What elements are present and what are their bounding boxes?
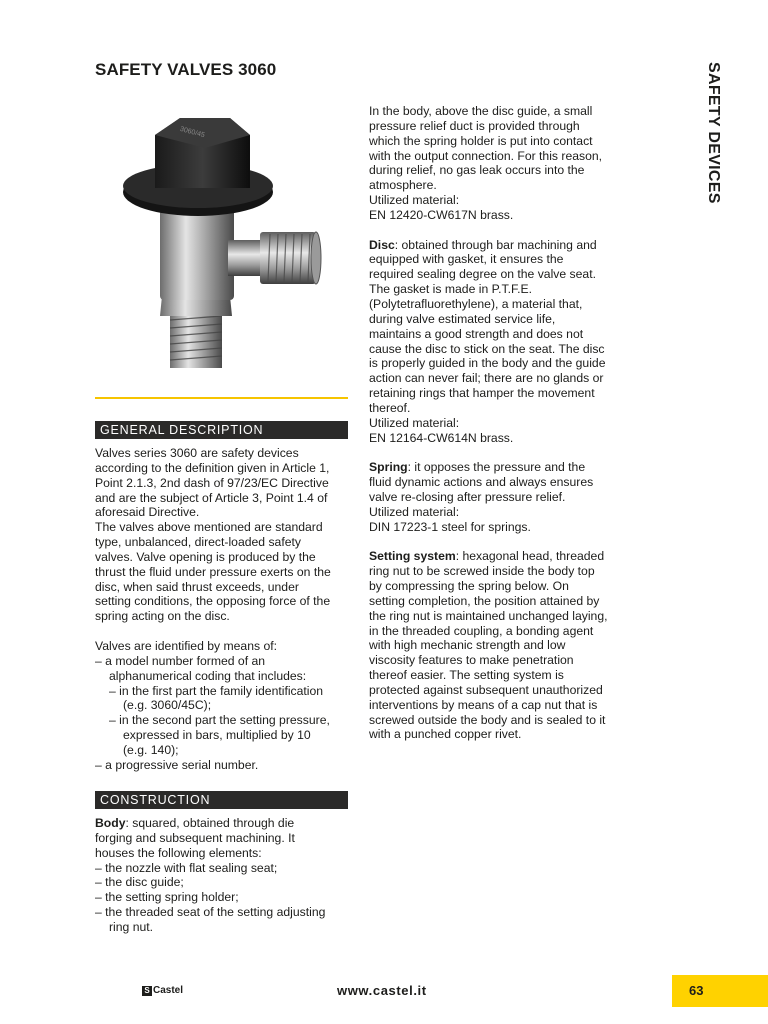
- text-line: fluid dynamic actions and always ensures: [369, 475, 594, 490]
- text-line: Utilized material:: [369, 415, 460, 430]
- construction-text: [95, 816, 325, 935]
- text-line: maintains a good strength and does not: [369, 326, 584, 341]
- list-item-continuation: alphanumerical coding that includes:: [109, 668, 307, 683]
- right-column-text: [369, 104, 608, 742]
- page-number-box: [672, 975, 768, 1007]
- text-line: Utilized material:: [369, 193, 460, 208]
- disc-label: Disc: [369, 237, 395, 252]
- text-line: with high mechanic strength and low: [369, 638, 566, 653]
- page-number: 63: [689, 983, 704, 998]
- list-item: – a model number formed of an: [95, 653, 266, 668]
- text-line: is properly guided in the body and the guide: [369, 356, 606, 371]
- logo-text: Castel: [153, 985, 184, 996]
- text-line: The valves above mentioned are standard: [95, 520, 323, 535]
- text-line: cause the disc to stick on the seat. The disc: [369, 341, 605, 356]
- text-line: EN 12164-CW614N brass.: [369, 430, 514, 445]
- text-line: : hexagonal head, threaded: [455, 549, 605, 564]
- text-line: forging and subsequent machining. It: [95, 830, 295, 845]
- list-item: – the threaded seat of the setting adjusting: [95, 905, 326, 920]
- text-line: type, unbalanced, direct-loaded safety: [95, 535, 301, 550]
- text-line: setting completion, the position attained by: [369, 593, 600, 608]
- sub-list-item-continuation: (e.g. 140);: [123, 742, 179, 757]
- text-line: In the body, above the disc guide, a small: [369, 104, 593, 118]
- text-line: which the spring holder is put into contact: [369, 133, 593, 148]
- text-line: action can never fail; there are no glands or: [369, 371, 604, 386]
- general-description-heading: GENERAL DESCRIPTION: [95, 421, 348, 439]
- text-line: disc, when said thrust exceeds, under: [95, 579, 299, 594]
- text-line: EN 12420-CW617N brass.: [369, 207, 514, 222]
- safety-valve-photo: [110, 100, 340, 385]
- list-item: – the setting spring holder;: [95, 890, 239, 905]
- section-side-tab: [700, 62, 724, 222]
- side-tab-label: SAFETY DEVICES: [705, 62, 722, 204]
- text-line: equipped with gasket, it ensures the: [369, 252, 564, 267]
- sub-list-item: – in the second part the setting pressure,: [109, 713, 330, 728]
- setting-system-label: Setting system: [369, 549, 456, 564]
- text-line: with a punched copper rivet.: [369, 727, 522, 742]
- text-line: in the threaded coupling, a bonding agent: [369, 623, 594, 638]
- spring-label: Spring: [369, 460, 408, 475]
- text-line: Valves are identified by means of:: [95, 638, 278, 653]
- text-line: The gasket is made in P.T.F.E.: [369, 282, 533, 297]
- list-item: – the nozzle with flat sealing seat;: [95, 860, 278, 875]
- text-line: retaining rings that hamper the movement: [369, 386, 595, 401]
- text-line: with the output connection. For this reason,: [369, 148, 603, 163]
- sub-list-item-continuation: expressed in bars, multiplied by 10: [123, 728, 311, 743]
- sub-list-item: – in the first part the family identification: [109, 683, 324, 698]
- text-line: spring acting on the disc.: [95, 609, 230, 624]
- text-line: thereof easier. The setting system is: [369, 668, 564, 683]
- text-line: Point 2.1.3, 2nd dash of 97/23/EC Directive: [95, 475, 329, 490]
- text-line: Utilized material:: [369, 504, 460, 519]
- text-line: viscosity features to make penetration: [369, 653, 574, 668]
- text-line: DIN 17223-1 steel for springs.: [369, 519, 531, 534]
- text-line: houses the following elements:: [95, 845, 262, 860]
- text-line: according to the definition given in Article 1,: [95, 460, 330, 475]
- logo-mark-icon: S: [142, 986, 152, 996]
- text-line: valve re-closing after pressure relief.: [369, 489, 566, 504]
- text-line: interventions by means of a cap nut that is: [369, 697, 598, 712]
- text-line: and are the subject of Article 3, Point 1.4 of: [95, 490, 328, 505]
- text-line: required sealing degree on the valve seat.: [369, 267, 596, 282]
- text-line: protected against subsequent unauthorized: [369, 682, 603, 697]
- text-line: thereof.: [369, 400, 411, 415]
- text-line: valves. Valve opening is produced by the: [95, 549, 316, 564]
- text-line: screwed outside the body and is sealed to it: [369, 712, 606, 727]
- general-description-text: [95, 446, 331, 773]
- list-item: – the disc guide;: [95, 875, 184, 890]
- text-line: (Polytetrafluorethylene), a material that,: [369, 296, 583, 311]
- text-line: : obtained through bar machining and: [394, 237, 597, 252]
- text-line: aforesaid Directive.: [95, 505, 200, 520]
- text-line: : it opposes the pressure and the: [407, 460, 586, 475]
- body-label: Body: [95, 816, 126, 830]
- text-line: by compressing the spring below. On: [369, 579, 569, 593]
- text-line: during relief, no gas leak occurs into the: [369, 163, 585, 178]
- list-item: – a progressive serial number.: [95, 757, 259, 772]
- text-line: : squared, obtained through die: [125, 816, 295, 830]
- text-line: Valves series 3060 are safety devices: [95, 446, 299, 460]
- text-line: thrust the fluid under pressure exerts on the: [95, 564, 331, 579]
- castel-logo[interactable]: [142, 985, 183, 996]
- svg-text:3060/45: 3060/45: [179, 125, 206, 140]
- text-line: atmosphere.: [369, 178, 437, 193]
- list-item-continuation: ring nut.: [109, 919, 154, 934]
- text-line: ring nut to be screwed inside the body top: [369, 564, 595, 579]
- text-line: the ring nut is maintained unchanged laying,: [369, 608, 608, 623]
- text-line: pressure relief duct is provided through: [369, 118, 580, 133]
- text-line: setting conditions, the opposing force of the: [95, 594, 331, 609]
- page-title: SAFETY VALVES 3060: [95, 60, 277, 79]
- text-line: during valve estimated service life,: [369, 311, 556, 326]
- construction-heading: CONSTRUCTION: [95, 791, 348, 809]
- sub-list-item-continuation: (e.g. 3060/45C);: [123, 698, 212, 713]
- yellow-divider: [95, 397, 348, 399]
- website-link[interactable]: www.castel.it: [337, 983, 427, 998]
